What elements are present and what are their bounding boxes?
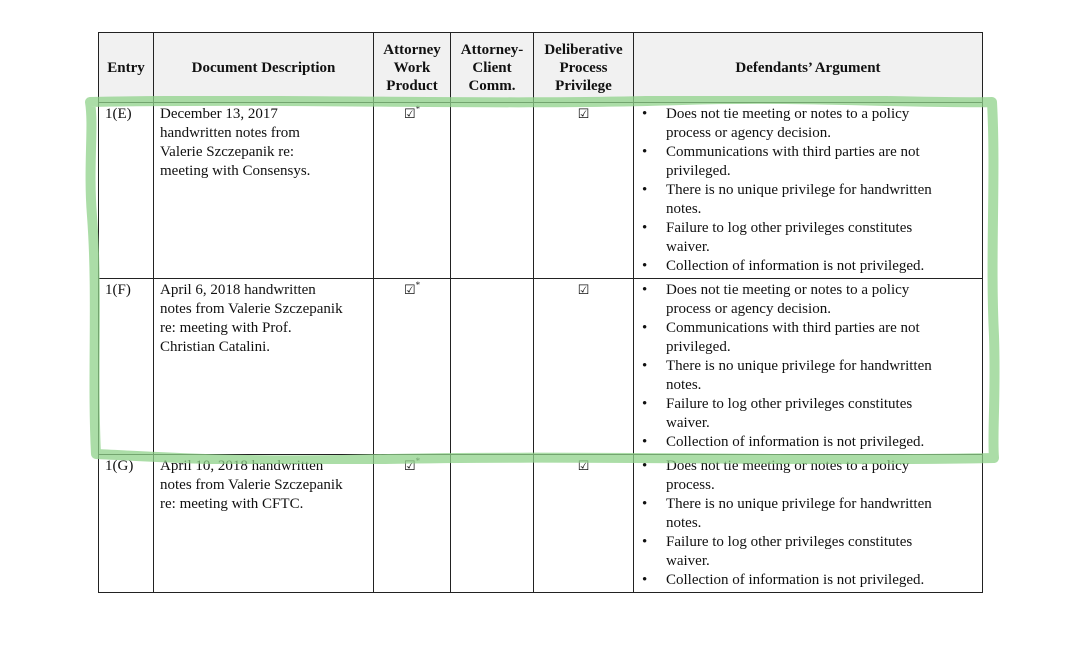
entry-cell: 1(E) [99, 103, 154, 279]
description-cell: December 13, 2017 handwritten notes from Valerie Szczepanik re: meeting with Consensys. [154, 103, 374, 279]
client-comm-cell [451, 279, 534, 455]
list-item: • Failure to log other privileges constitutes waiver. [666, 219, 976, 257]
list-item: • Failure to log other privileges constitutes waiver. [666, 533, 976, 571]
list-item: • Collection of information is not privileged. [666, 571, 976, 590]
asterisk: * [415, 280, 421, 290]
description-cell: April 10, 2018 handwritten notes from Valerie Szczepanik re: meeting with CFTC. [154, 455, 374, 593]
deliberative-cell [534, 103, 634, 279]
header-attorney-work-product: Attorney Work Product [374, 33, 451, 103]
list-item: • Communications with third parties are not privileged. [666, 319, 976, 357]
header-row [99, 33, 983, 103]
work-product-cell [374, 279, 451, 455]
list-item: • Does not tie meeting or notes to a policy process or agency decision. [666, 105, 976, 143]
table-row [99, 279, 983, 455]
list-item: • Communications with third parties are not privileged. [666, 143, 976, 181]
entry-cell: 1(F) [99, 279, 154, 455]
list-item: • Collection of information is not privileged. [666, 433, 976, 452]
list-item: • There is no unique privilege for handwritten notes. [666, 495, 976, 533]
argument-cell [634, 103, 983, 279]
argument-cell [634, 455, 983, 593]
checkbox-checked-icon: ☑ [577, 107, 590, 122]
header-document-description: Document Description [154, 33, 374, 103]
asterisk: * [415, 456, 421, 466]
privilege-log-table [98, 32, 983, 593]
client-comm-cell [451, 455, 534, 593]
list-item: • Failure to log other privileges constitutes waiver. [666, 395, 976, 433]
header-deliberative-process-privilege: Deliberative Process Privilege [534, 33, 634, 103]
checkbox-checked-icon: ☑ [577, 459, 590, 474]
header-entry: Entry [99, 33, 154, 103]
deliberative-cell [534, 455, 634, 593]
list-item: • Does not tie meeting or notes to a policy process. [666, 457, 976, 495]
description-cell: April 6, 2018 handwritten notes from Valerie Szczepanik re: meeting with Prof. Christian Catalini. [154, 279, 374, 455]
work-product-cell [374, 103, 451, 279]
client-comm-cell [451, 103, 534, 279]
header-attorney-client-comm: Attorney- Client Comm. [451, 33, 534, 103]
argument-list [640, 105, 976, 276]
list-item: • There is no unique privilege for handwritten notes. [666, 357, 976, 395]
argument-list [640, 457, 976, 590]
checkbox-checked-icon: ☑ [403, 107, 416, 122]
checkbox-checked-icon: ☑ [577, 283, 590, 298]
checkbox-checked-icon: ☑ [403, 459, 416, 474]
list-item: • There is no unique privilege for handwritten notes. [666, 181, 976, 219]
asterisk: * [415, 104, 421, 114]
list-item: • Collection of information is not privileged. [666, 257, 976, 276]
work-product-cell [374, 455, 451, 593]
checkbox-checked-icon: ☑ [403, 283, 416, 298]
argument-cell [634, 279, 983, 455]
entry-cell: 1(G) [99, 455, 154, 593]
header-defendants-argument: Defendants’ Argument [634, 33, 983, 103]
table-row [99, 455, 983, 593]
argument-list [640, 281, 976, 452]
table-row [99, 103, 983, 279]
list-item: • Does not tie meeting or notes to a policy process or agency decision. [666, 281, 976, 319]
deliberative-cell [534, 279, 634, 455]
